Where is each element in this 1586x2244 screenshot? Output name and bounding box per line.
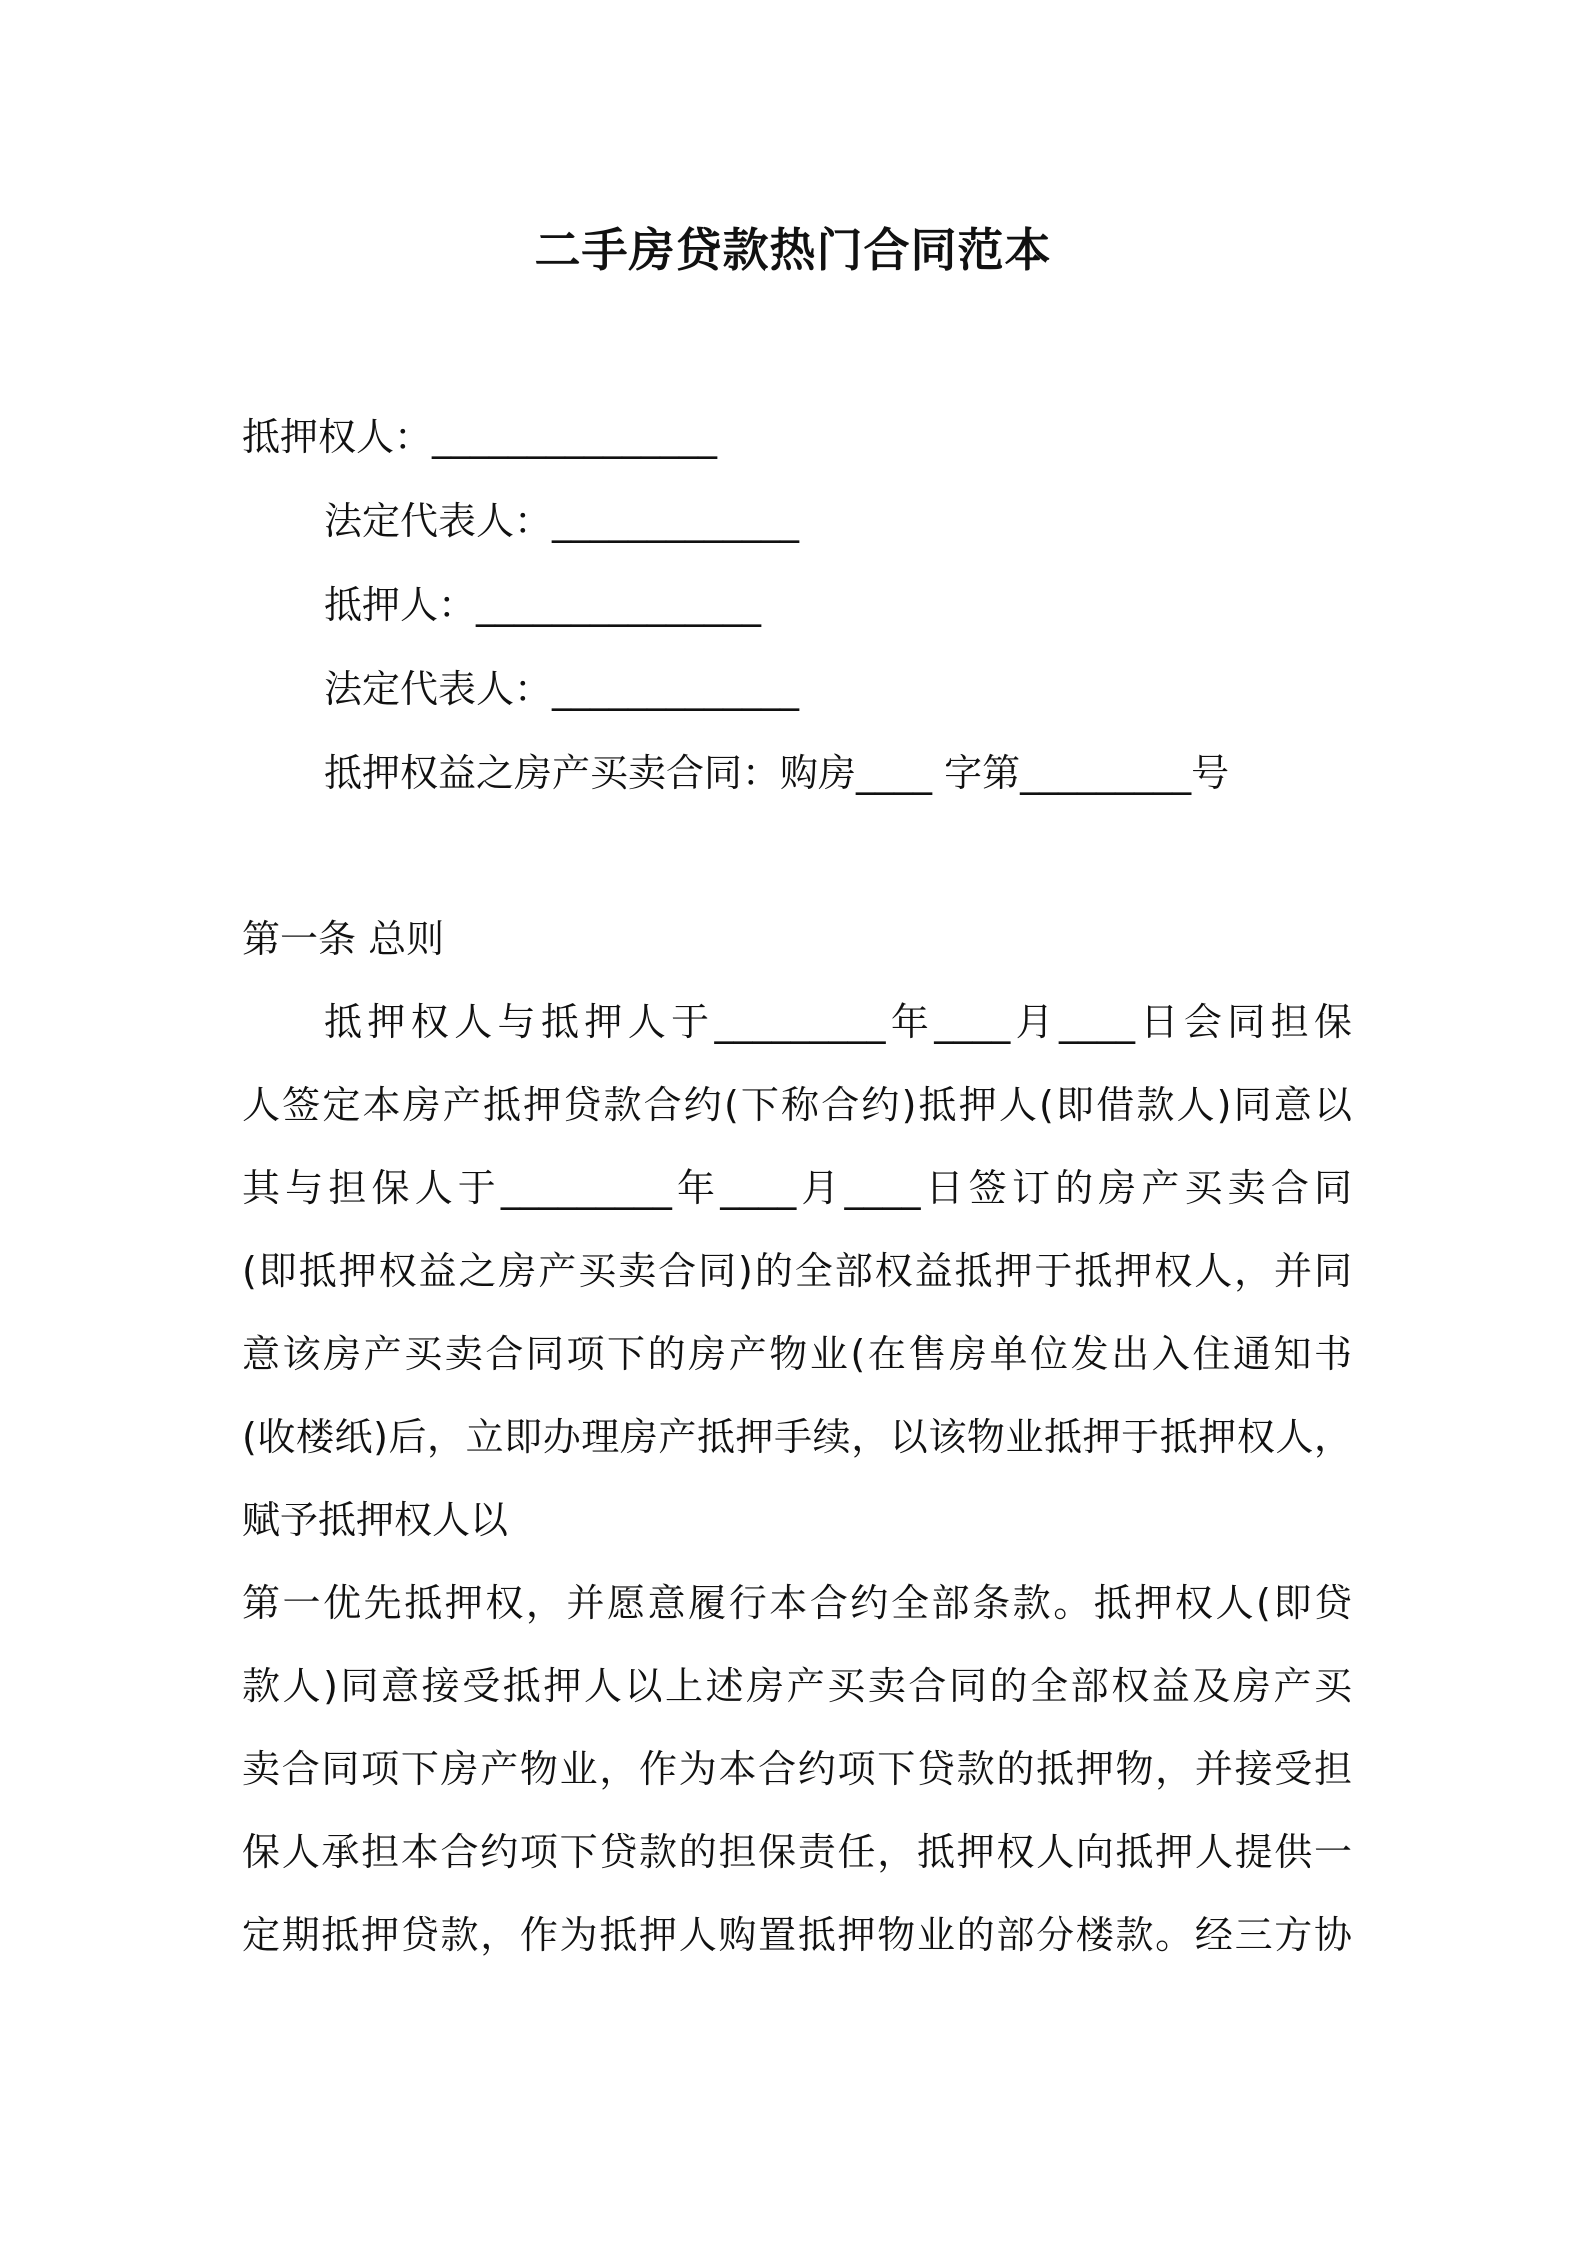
party-mortgagee-representative: 法定代表人：_____________: [324, 499, 800, 543]
party-purchase-contract: 抵押权益之房产买卖合同：购房____ 字第_________号: [324, 751, 1230, 795]
paragraph-line: 抵押权人与抵押人于_________年____月____日会同担保: [324, 1000, 1352, 1044]
paragraph-line: 卖合同项下房产物业，作为本合约项下贷款的抵押物，并接受担: [242, 1747, 1352, 1791]
paragraph-line: 保人承担本合约项下贷款的担保责任，抵押权人向抵押人提供一: [242, 1830, 1352, 1874]
paragraph-line: 其与担保人于_________年____月____日签订的房产买卖合同: [242, 1166, 1352, 1210]
party-mortgagor: 抵押人：_______________: [324, 583, 762, 627]
section-heading: 第一条 总则: [242, 917, 445, 961]
paragraph-line: 意该房产买卖合同项下的房产物业(在售房单位发出入住通知书: [242, 1332, 1352, 1376]
paragraph-line: 人签定本房产抵押贷款合约(下称合约)抵押人(即借款人)同意以: [242, 1083, 1352, 1127]
party-mortgagor-representative: 法定代表人：_____________: [324, 667, 800, 711]
paragraph-line: (即抵押权益之房产买卖合同)的全部权益抵押于抵押权人，并同: [242, 1249, 1352, 1293]
party-mortgagee: 抵押权人：_______________: [242, 415, 718, 459]
document-title: 二手房贷款热门合同范本: [534, 223, 1052, 277]
paragraph-line: 第一优先抵押权，并愿意履行本合约全部条款。抵押权人(即贷: [242, 1581, 1352, 1625]
paragraph-line: 赋予抵押权人以: [242, 1498, 509, 1542]
paragraph-line: 定期抵押贷款，作为抵押人购置抵押物业的部分楼款。经三方协: [242, 1913, 1352, 1957]
paragraph-line: (收楼纸)后，立即办理房产抵押手续，以该物业抵押于抵押权人，: [242, 1415, 1352, 1459]
paragraph-line: 款人)同意接受抵押人以上述房产买卖合同的全部权益及房产买: [242, 1664, 1352, 1708]
